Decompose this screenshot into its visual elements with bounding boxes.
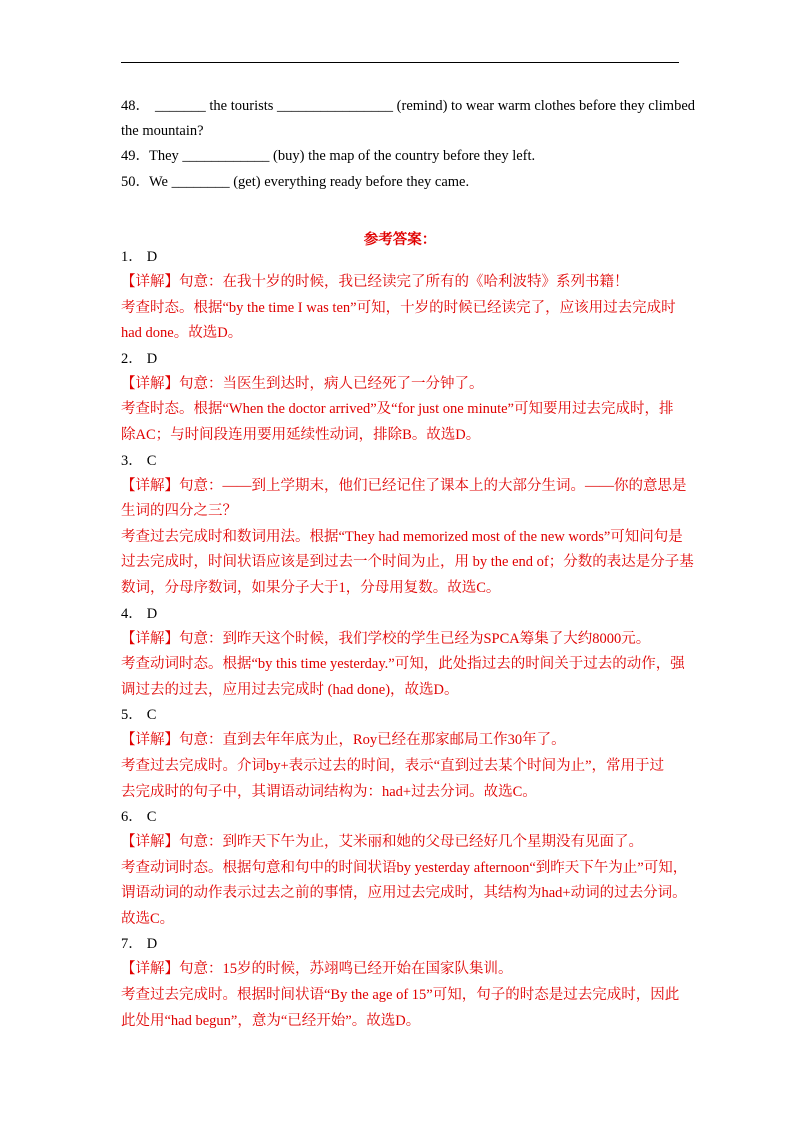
question-50	[121, 169, 469, 195]
answer-list	[121, 245, 694, 1034]
question-number: 48．	[121, 98, 150, 114]
header-rule	[121, 62, 679, 63]
answer-analysis-line: 去完成时的句子中，其谓语动词结构为：had+过去分词。故选C。	[121, 783, 537, 800]
question-48-continued	[121, 118, 204, 144]
answer-detail: 【详解】句意：当医生到达时，病人已经死了一分钟了。	[121, 375, 484, 392]
answer-analysis-line: 考查时态。根据“by the time I was ten”可知，十岁的时候已经读完了，应该用过去完成时	[121, 299, 676, 316]
answer-analysis-line: 考查时态。根据“When the doctor arrived”及“for just one minute”可知要用过去完成时，排	[121, 401, 674, 418]
answer-number: 4． D	[121, 605, 158, 622]
answers-heading: 参考答案：	[363, 232, 437, 248]
answer-number: 2． D	[121, 350, 158, 367]
answer-analysis-line: 考查动词时态。根据句意和句中的时间状语by yesterday afternoon“到昨天下午为止”可知，	[121, 859, 688, 876]
answer-item	[121, 805, 688, 932]
answer-number: 6． C	[121, 809, 157, 826]
answer-item	[121, 703, 681, 805]
answer-item	[121, 932, 681, 1034]
answer-choice: C	[146, 809, 157, 826]
answer-analysis-line: 调过去的过去，应用过去完成时 (had done)，故选D。	[121, 681, 459, 698]
question-48	[121, 93, 695, 119]
answer-choice: D	[146, 936, 158, 953]
answer-analysis-line: 考查过去完成时。根据时间状语“By the age of 15”可知，句子的时态是过去完成时，因此	[121, 987, 680, 1004]
answer-detail: 【详解】句意：15岁的时候，苏翊鸣已经开始在国家队集训。	[121, 961, 513, 978]
question-text: _______ the tourists ________________ (remind) to wear warm clothes before they climbed	[155, 98, 696, 114]
answer-analysis-line: 考查动词时态。根据“by this time yesterday.”可知，此处指过去的时间关于过去的动作，强	[121, 656, 685, 673]
answer-analysis-line: 此处用“had begun”，意为“已经开始”。故选D。	[121, 1012, 421, 1029]
answer-item	[121, 449, 694, 602]
answer-detail: 【详解】句意：到昨天这个时候，我们学校的学生已经为SPCA筹集了大约8000元。	[121, 630, 651, 647]
answer-choice: C	[146, 707, 157, 724]
answer-analysis-line: 谓语动词的动作表示过去之前的事情，应用过去完成时，其结构为had+动词的过去分词。	[121, 885, 687, 902]
question-text: We ________ (get) everything ready before they came.	[149, 174, 470, 190]
answer-detail: 【详解】句意：——到上学期末，他们已经记住了课本上的大部分生词。——你的意思是	[121, 477, 687, 494]
answer-number: 5． C	[121, 707, 157, 724]
answer-choice: D	[146, 350, 158, 367]
answer-item	[121, 602, 685, 704]
question-number: 50．	[121, 174, 150, 190]
answer-analysis-line: 除AC；与时间段连用要用延续性动词，排除B。故选D。	[121, 426, 481, 443]
answer-number: 1． D	[121, 249, 158, 265]
answer-analysis-line: had done。故选D。	[121, 325, 243, 342]
answer-choice: C	[146, 452, 157, 469]
answer-item	[121, 245, 681, 347]
answer-detail: 【详解】句意：到昨天下午为止，艾米丽和她的父母已经好几个星期没有见面了。	[121, 834, 643, 851]
answer-analysis-line: 数词，分母序数词，如果分子大于1，分母用复数。故选C。	[121, 579, 501, 596]
answer-analysis-line: 故选C。	[121, 910, 175, 927]
answer-analysis-line: 考查过去完成时。介词by+表示过去的时间，表示“直到过去某个时间为止”，常用于过	[121, 757, 665, 774]
answer-detail-continued: 生词的四分之三？	[121, 503, 237, 520]
question-number: 49．	[121, 148, 150, 164]
answer-number: 3． C	[121, 452, 157, 469]
question-49	[121, 143, 535, 169]
question-text: They ____________ (buy) the map of the country before they left.	[149, 148, 536, 164]
answer-analysis-line: 考查过去完成时和数词用法。根据“They had memorized most of the new words”可知问句是	[121, 528, 683, 545]
question-text: the mountain?	[121, 123, 204, 139]
answer-detail: 【详解】句意：直到去年年底为止，Roy已经在那家邮局工作30年了。	[121, 732, 566, 749]
answer-item	[121, 347, 681, 449]
answer-choice: D	[146, 605, 158, 622]
answer-choice: D	[146, 249, 158, 265]
answer-detail: 【详解】句意：在我十岁的时候，我已经读完了所有的《哈利波特》系列书籍！	[121, 274, 629, 290]
answer-number: 7． D	[121, 936, 158, 953]
answer-analysis-line: 过去完成时，时间状语应该是到过去一个时间为止，用 by the end of；分数的表达是分子基	[121, 554, 694, 571]
